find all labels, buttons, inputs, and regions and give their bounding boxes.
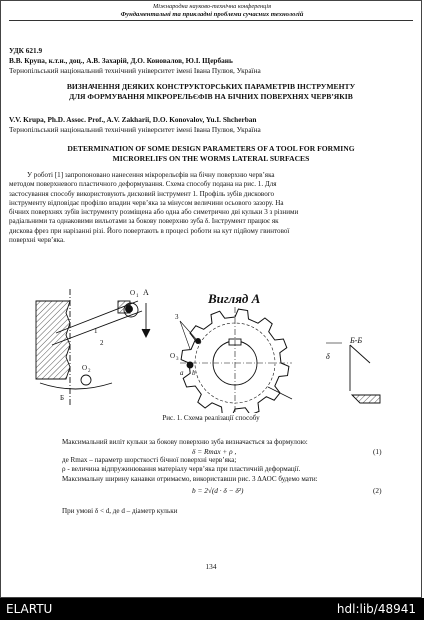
label-b-mark: Б — [60, 394, 65, 402]
header-rule — [9, 20, 413, 21]
body-line: дискова фрез при нарізанні різі. Його повертають в процесі роботи на кут підйому гвинтової — [9, 226, 290, 235]
equation-2-number: (2) — [373, 486, 382, 495]
label-a-left: А — [143, 288, 149, 297]
section-flank — [350, 345, 370, 363]
label-delta: δ — [326, 352, 330, 361]
body-line: радіальними та однаковими вильотами за бокову поверхню зуба δ. Інструмент працює як — [9, 217, 279, 226]
label-o1: O — [130, 289, 136, 297]
authors-ua: В.В. Крупа, к.т.н., доц., А.В. Захарій, Д.О. Коновалов, Ю.І. Щербань — [9, 56, 233, 65]
section-label: Б-Б — [350, 336, 363, 345]
section-view — [326, 343, 380, 403]
equation-1-number: (1) — [373, 447, 382, 456]
label-o1-sub: 1 — [136, 294, 139, 299]
footer-repository: ELARTU — [6, 602, 53, 616]
definition-rmax: де Rmax – параметр шорсткості бічної поверхні черв’яка; — [62, 456, 237, 464]
label-1: 1 — [94, 327, 98, 335]
formula-intro: Максимальний виліт кульки за бокову поверхню зуба визначається за формулою: — [62, 438, 308, 446]
ball-holder — [118, 301, 130, 313]
body-line: методом поверхневого пластичного деформування. Схема способу подана на рис. 1. Для — [9, 180, 277, 189]
label-3: 3 — [175, 313, 179, 321]
title-en-line-1: DETERMINATION OF SOME DESIGN PARAMETERS OF A TOOL FOR FORMING — [67, 144, 355, 153]
title-ua-line-1: ВИЗНАЧЕННЯ ДЕЯКИХ КОНСТРУКТОРСЬКИХ ПАРАМЕТРІВ ІНСТРУМЕНТУ — [66, 82, 356, 91]
definition-rho: ρ - величина відпружинювання матеріалу черв’яка при пластичній деформації. — [62, 465, 301, 473]
body-line: інструменту відповідає профілю впадин черв’яка за мінусом величини осьового зазору. На — [9, 198, 284, 207]
conference-header: Міжнародна науково-технічна конференція — [152, 3, 272, 10]
label-o2: O — [82, 364, 88, 372]
section-line — [268, 387, 292, 399]
footer-bar — [0, 598, 424, 620]
figure-diagram — [30, 283, 395, 413]
body-line: У роботі [1] запропоновано нанесення мікрорельєфів на бічну поверхню черв’яка — [27, 171, 275, 179]
affiliation-en: Тернопільський національний технічний університет імені Івана Пулюя, Україна — [9, 125, 261, 134]
label-o3: O — [170, 352, 176, 360]
ball-upper — [196, 339, 201, 344]
figure-caption: Рис. 1. Схема реалізації способу — [162, 414, 260, 422]
page-number: 134 — [205, 562, 217, 571]
conference-subtitle: Фундаментальні та прикладні проблеми сучасних технологій — [120, 11, 304, 18]
view-arrow-head — [142, 329, 150, 337]
leader-3b — [180, 321, 190, 349]
footer-handle: hdl:lib/48941 — [336, 602, 416, 616]
equation-1: δ = Rmax + ρ , — [192, 447, 237, 456]
affiliation-ua: Тернопільський національний технічний університет імені Івана Пулюя, Україна — [9, 66, 261, 75]
title-ua-line-2: ДЛЯ ФОРМУВАННЯ МІКРОРЕЛЬЄФІВ НА БІЧНИХ ПОВЕРХНЯХ ЧЕРВ’ЯКІВ — [69, 92, 353, 101]
body-line: поверхні черв’яка. — [9, 236, 65, 245]
body-paragraph — [9, 171, 413, 245]
side-view — [36, 289, 150, 405]
udc-code: УДК 621.9 — [9, 46, 43, 55]
center-o2-mark — [81, 375, 91, 385]
label-a-small: a — [180, 369, 184, 377]
tool-disc-arc — [40, 383, 112, 389]
body-line: бічних поверхнях зубів інструменту розміщена або одна або симетрично дві кульки 3 з різними — [9, 208, 299, 217]
label-o3-sub: 3 — [176, 357, 179, 362]
leader-3a — [180, 321, 196, 339]
condition-text: При умові δ < d, де d – діаметр кульки — [62, 507, 178, 515]
max-width-text: Максимальну ширину канавки отримаємо, використавши рис. 3 ΔАОС будемо мати: — [62, 475, 318, 483]
body-line: застосування способу використовують дисковий інструмент 1. Профіль зубів дискового — [9, 189, 275, 198]
label-2: 2 — [100, 339, 104, 347]
equation-2: b = 2√(d · δ − δ²) — [192, 486, 244, 495]
label-b-small: b — [192, 369, 196, 377]
gear-view — [180, 307, 292, 413]
authors-en: V.V. Krupa, Ph.D. Assoc. Prof., A.V. Zakharii, D.O. Konovalov, Yu.I. Shcherban — [9, 115, 257, 124]
view-label: Вигляд А — [208, 291, 261, 306]
section-hatch — [352, 395, 380, 403]
ball-left — [187, 362, 193, 368]
label-o2-sub: 2 — [88, 369, 91, 374]
title-en-line-2: MICRORELIFS ON THE WORMS LATERAL SURFACES — [112, 154, 310, 163]
